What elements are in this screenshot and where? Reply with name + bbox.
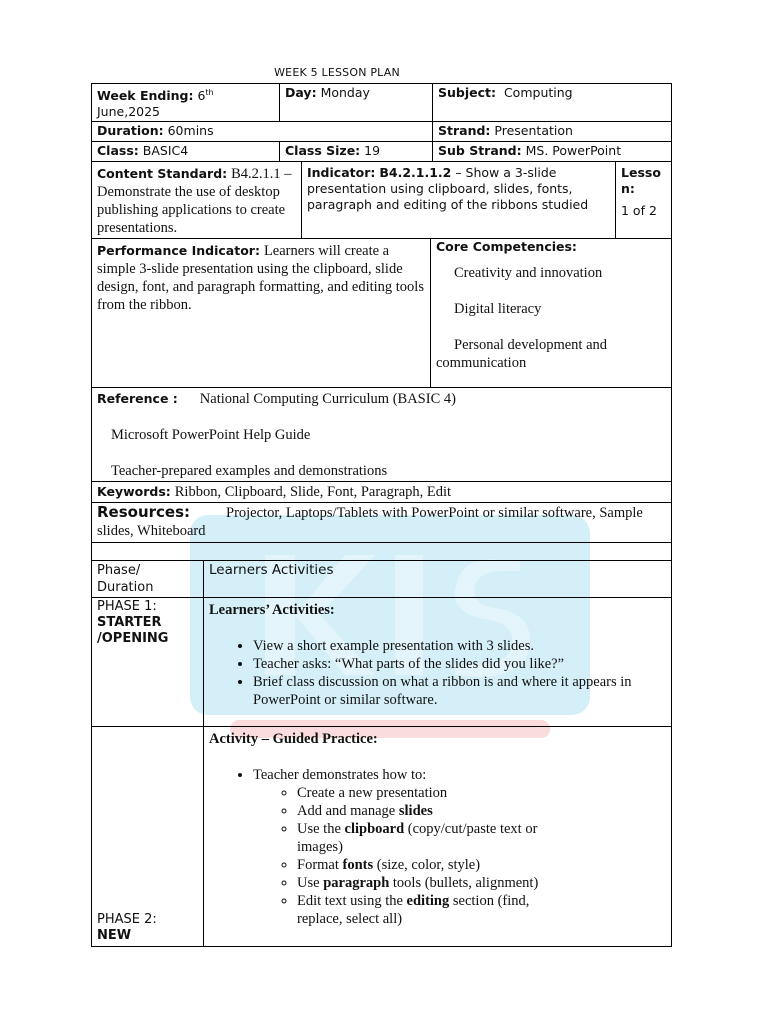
core-item: Creativity and innovation bbox=[454, 265, 603, 282]
list-item: • Teacher demonstrates how to: ◦ Create a new presentation ◦ Add and manage slides ◦ Use the clipboard (copy/cut/paste text or images) ◦ Format fonts (size, color, style) ◦ Use paragraph tools (bullets, alignment) ◦ Edit text using the editing section (find, replace, select all) bbox=[253, 766, 546, 928]
spacer-row bbox=[92, 542, 672, 560]
phase1-activities-cell: Learners’ Activities: • View a short example presentation with 3 slides. • Teacher asks: “What parts of the slides did you like?” • Brief class discussion on what a ribbon is and where it appears in PowerPoint or similar software. bbox=[204, 597, 672, 726]
list-item: • Teacher asks: “What parts of the slides did you like?” bbox=[253, 655, 666, 673]
list-item: • Brief class discussion on what a ribbon is and where it appears in PowerPoint or similar software. bbox=[253, 673, 666, 709]
header-table bbox=[91, 83, 672, 162]
lesson-cell: Lesson: 1 of 2 bbox=[616, 162, 672, 239]
day-cell: Day: Monday bbox=[280, 84, 433, 122]
reference-item: National Computing Curriculum (BASIC 4) bbox=[199, 390, 456, 407]
core-competencies-cell: Core Competencies: Creativity and innovation Digital literacy Personal development and communication bbox=[431, 239, 672, 387]
sub-strand-cell: Sub Strand: MS. PowerPoint bbox=[433, 142, 672, 162]
standards-table bbox=[91, 162, 672, 239]
sub-list-item: ◦ Format fonts (size, color, style) bbox=[297, 856, 546, 874]
subject-cell: Subject: Computing bbox=[433, 84, 672, 122]
indicator-cell: Indicator: B4.2.1.1.2 – Show a 3-slide presentation using clipboard, slides, fonts, paragraph and editing of the ribbons studied bbox=[302, 162, 616, 239]
reference-table bbox=[91, 388, 672, 561]
activities-header-cell: Learners Activities bbox=[204, 561, 672, 598]
performance-indicator-cell: Performance Indicator: Learners will create a simple 3-slide presentation using the clipboard, slide design, font, and paragraph formatting, and editing tools from the ribbon. bbox=[92, 239, 431, 387]
class-size-cell: Class Size: 19 bbox=[280, 142, 433, 162]
sub-list-item: ◦ Edit text using the editing section (find, replace, select all) bbox=[297, 892, 546, 928]
content-standard-cell: Content Standard: B4.2.1.1 – Demonstrate the use of desktop publishing applications to create presentations. bbox=[92, 162, 302, 239]
reference-cell: Reference : National Computing Curriculum (BASIC 4) Microsoft PowerPoint Help Guide Teacher-prepared examples and demonstrations bbox=[92, 388, 672, 482]
lesson-plan-sheet bbox=[91, 83, 671, 947]
list-item: • View a short example presentation with 3 slides. bbox=[253, 637, 666, 655]
strand-cell: Strand: Presentation bbox=[433, 122, 672, 142]
reference-item: Microsoft PowerPoint Help Guide bbox=[111, 426, 311, 443]
reference-item: Teacher-prepared examples and demonstrations bbox=[111, 462, 388, 479]
phase1-cell: PHASE 1: STARTER /OPENING bbox=[92, 597, 204, 726]
keywords-cell: Keywords: Ribbon, Clipboard, Slide, Font, Paragraph, Edit bbox=[92, 481, 672, 502]
phase-header-cell: Phase/ Duration bbox=[92, 561, 204, 598]
phase2-cell: PHASE 2: NEW bbox=[92, 726, 204, 946]
resources-cell: Resources: Projector, Laptops/Tablets with PowerPoint or similar software, Sample slides, Whiteboard bbox=[92, 502, 672, 542]
phase2-activities-cell: Activity – Guided Practice: • Teacher demonstrates how to: ◦ Create a new presentation ◦ Add and manage slides ◦ Use the clipboard (copy/cut/paste text or images) ◦ Format fonts (size, color, style) ◦ Use paragraph tools (bullets, alignment) ◦ Edit text using the editing section (find, replace, select all) bbox=[204, 726, 672, 946]
phases-table bbox=[91, 561, 672, 947]
core-item: Digital literacy bbox=[454, 301, 542, 318]
class-cell: Class: BASIC4 bbox=[92, 142, 280, 162]
document-title: WEEK 5 LESSON PLAN bbox=[274, 66, 400, 79]
core-item: Personal development and communication bbox=[436, 337, 608, 372]
performance-table bbox=[91, 239, 672, 388]
duration-cell: Duration: 60mins bbox=[92, 122, 433, 142]
sub-list-item: ◦ Use the clipboard (copy/cut/paste text or images) bbox=[297, 820, 546, 856]
sub-list-item: ◦ Add and manage slides bbox=[297, 802, 546, 820]
week-ending-cell: Week Ending: 6th June,2025 bbox=[92, 84, 280, 122]
sub-list-item: ◦ Use paragraph tools (bullets, alignment) bbox=[297, 874, 546, 892]
sub-list-item: ◦ Create a new presentation bbox=[297, 784, 546, 802]
